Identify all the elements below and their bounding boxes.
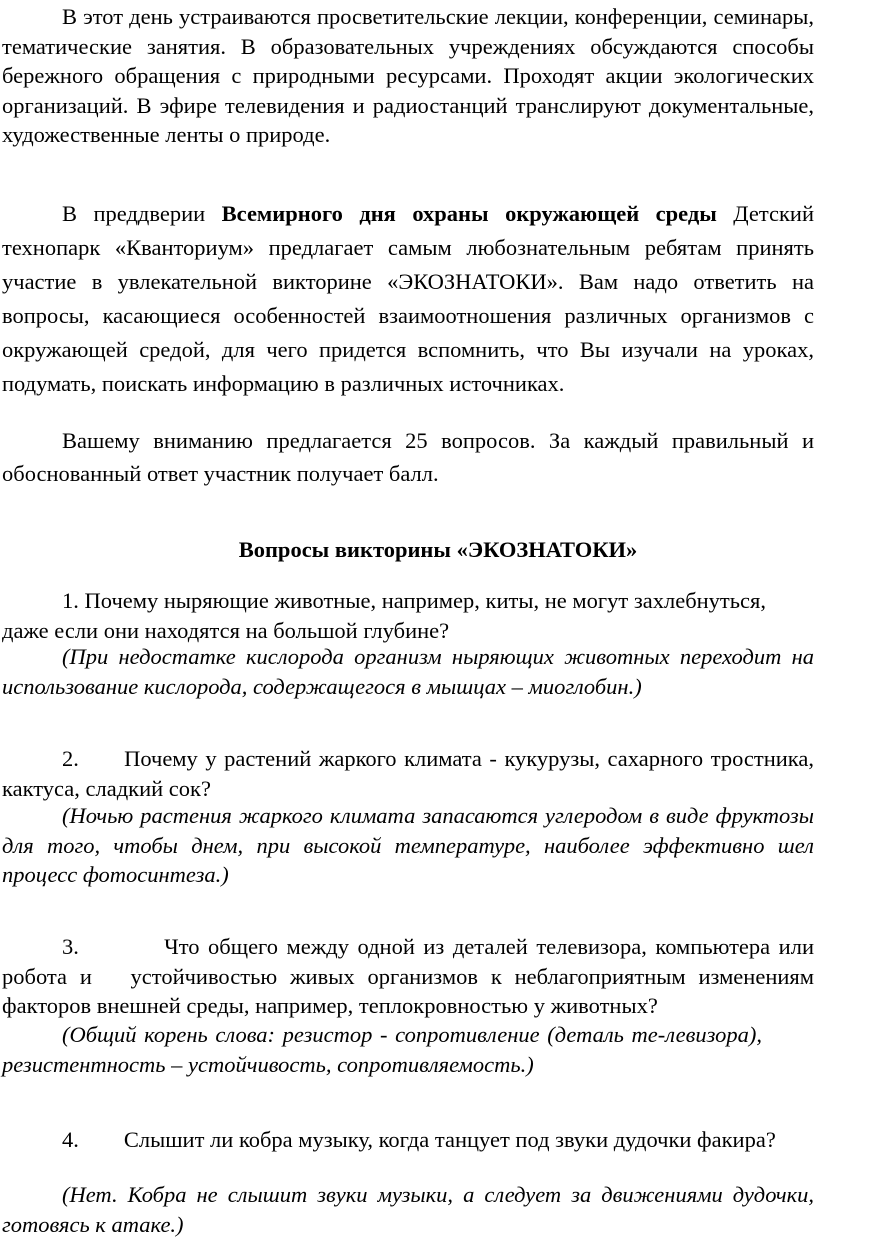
answer-2: (Ночью растения жаркого климата запасаются углеродом в виде фруктозы для того, чтобы днем, при высокой температуре, наиболее эффективно шел процесс фотосинтеза.) [2, 803, 814, 887]
intro-paragraph-2-body: Детский технопарк «Кванториум» предлагает самым любознательным ребятам принять участие в увлекательной викторине «ЭКОЗНАТОКИ». Вам надо ответить на вопросы, касающиеся особенностей взаимоотношения различных организмов с окружающей средой, для чего придется вспомнить, что Вы изучали на уроках, подумать, поискать информацию в различных источниках. [2, 201, 814, 396]
answer-4: (Нет. Кобра не слышит звуки музыки, а следует за движениями дудочки, готовясь к атаке.) [2, 1182, 814, 1237]
question-4: 4. Слышит ли кобра музыку, когда танцует под звуки дудочки факира? [62, 1127, 776, 1152]
intro-paragraph-1: В этот день устраиваются просветительские лекции, конференции, семинары, тематические занятия. В образовательных учреждениях обсуждаются способы бережного обращения с природными ресурсами. Проходят акции экологических организаций. В эфире телевидения и радиостанций транслируют документальные, художественные ленты о природе. [2, 4, 814, 147]
question-2: 2. Почему у растений жаркого климата - кукурузы, сахарного тростника, кактуса, сладкий сок? [2, 746, 820, 801]
answer-1: (При недостатке кислорода организм ныряющих животных переходит на использование кислорода, содержащегося в мышцах – миоглобин.) [2, 644, 814, 699]
intro-paragraph-3: Вашему вниманию предлагается 25 вопросов. За каждый правильный и обоснованный ответ участник получает балл. [2, 428, 814, 486]
answer-3: (Общий корень слова: резистор - сопротивление (деталь те-левизора), резистентность – устойчивость, сопротивляемость.) [2, 1022, 762, 1077]
intro-paragraph-2-lead: В преддверии [62, 201, 222, 226]
question-1: 1. Почему ныряющие животные, например, киты, не могут захлебнуться, даже если они находятся на большой глубине? [2, 588, 772, 643]
question-3: 3. Что общего между одной из деталей телевизора, компьютера или робота и устойчивостью живых организмов к неблагоприятным изменениям факторов внешней среды, например, теплокровностью у животных? [2, 934, 820, 1018]
intro-paragraph-2 [2, 197, 814, 401]
event-name: Всемирного дня охраны окружающей среды [221, 201, 717, 226]
quiz-heading: Вопросы викторины «ЭКОЗНАТОКИ» [238, 537, 638, 562]
